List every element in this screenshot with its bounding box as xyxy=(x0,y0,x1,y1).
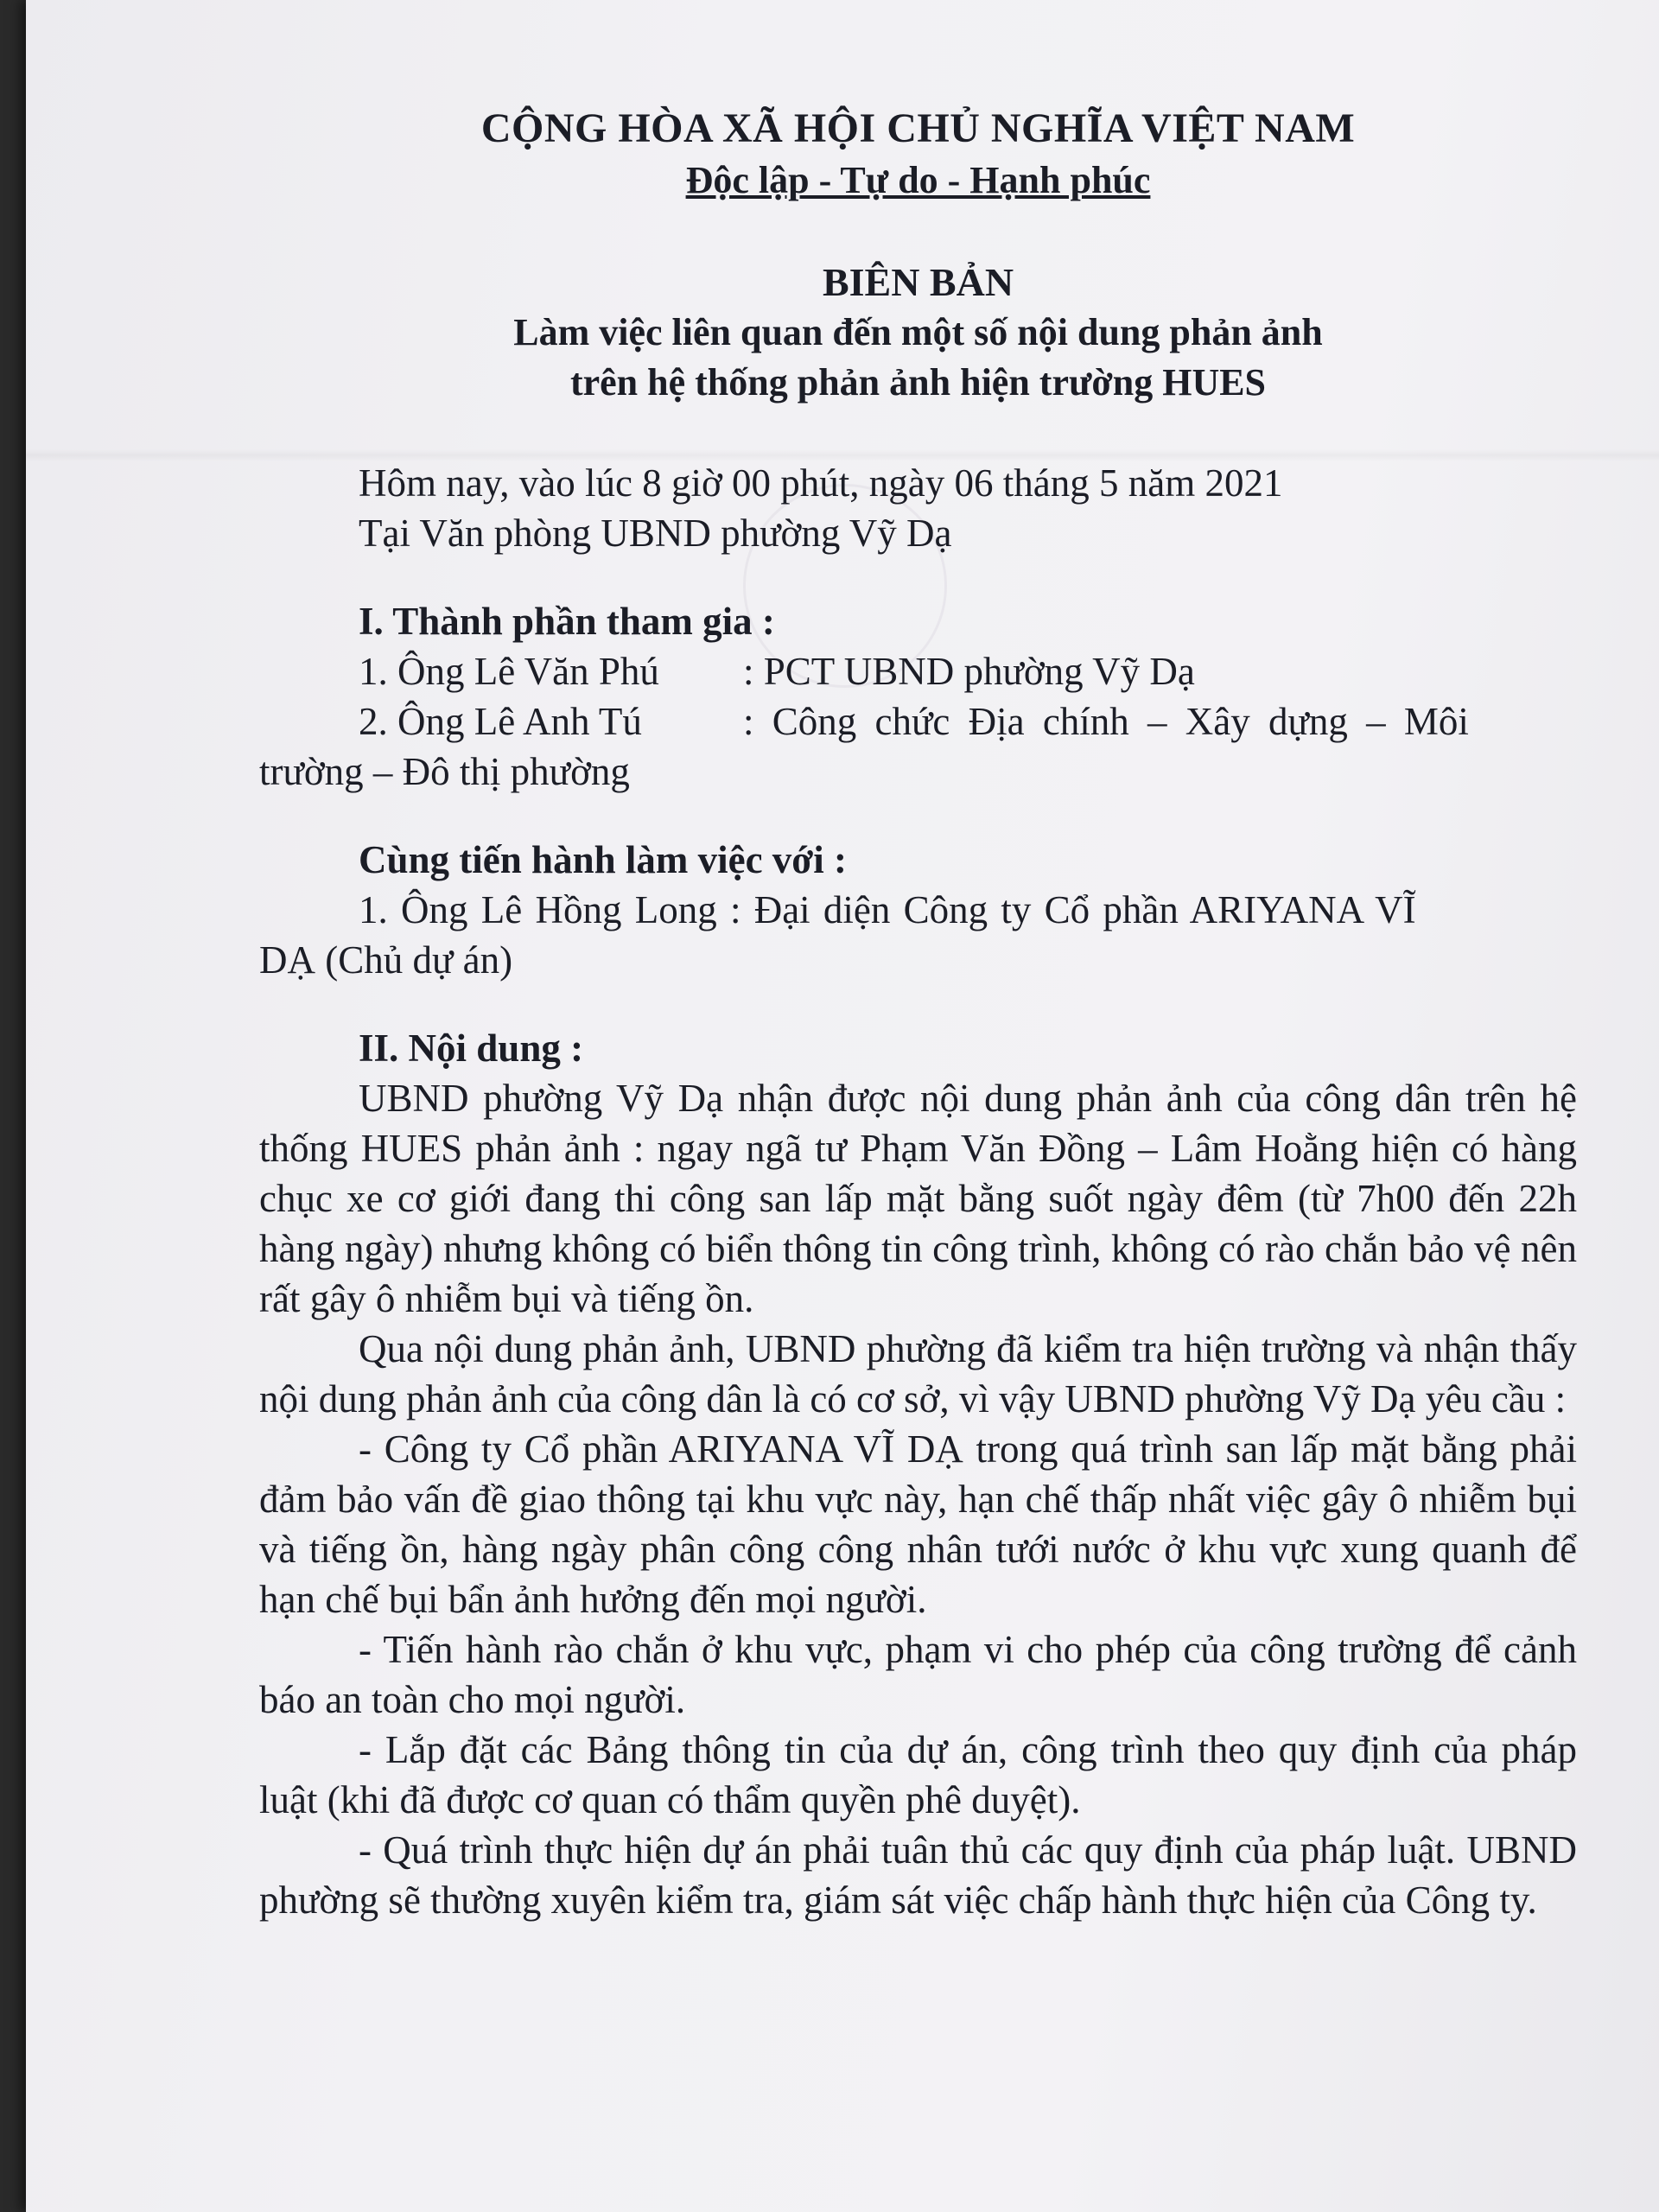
document-subtitle-line1: Làm việc liên quan đến một số nội dung phản ảnh xyxy=(513,311,1323,353)
counterpart-line1: 1. Ông Lê Hồng Long : Đại diện Công ty Cổ phần ARIYANA VĨ xyxy=(359,888,1416,931)
content-heading: II. Nội dung : xyxy=(359,1027,584,1070)
participant-row xyxy=(259,646,1577,696)
document-title: BIÊN BẢN xyxy=(822,260,1014,304)
participants-heading: I. Thành phần tham gia : xyxy=(359,600,775,643)
national-motto: Độc lập - Tự do - Hạnh phúc xyxy=(685,159,1151,201)
requirement-item: - Lắp đặt các Bảng thông tin của dự án, công trình theo quy định của pháp luật (khi đã được cơ quan có thẩm quyền phê duyệt). xyxy=(259,1728,1577,1821)
participant-role-continued: trường – Đô thị phường xyxy=(259,750,630,793)
requirement-item: - Quá trình thực hiện dự án phải tuân thủ các quy định của pháp luật. UBND phường sẽ thường xuyên kiểm tra, giám sát việc chấp hành thực hiện của Công ty. xyxy=(259,1828,1577,1922)
counterpart-line2: DẠ (Chủ dự án) xyxy=(259,938,513,982)
participant-name: 2. Ông Lê Anh Tú xyxy=(359,700,642,743)
participant-row xyxy=(259,696,1577,747)
requirement-item: - Công ty Cổ phần ARIYANA VĨ DẠ trong quá trình san lấp mặt bằng phải đảm bảo vấn đề giao thông tại khu vực này, hạn chế thấp nhất việc gây ô nhiễm bụi và tiếng ồn, hàng ngày phân công công nhân tưới nước ở khu vực xung quanh để hạn chế bụi bẩn ảnh hưởng đến mọi người. xyxy=(259,1427,1577,1621)
participant-role: : Công chức Địa chính – Xây dựng – Môi xyxy=(743,700,1469,743)
participant-name: 1. Ông Lê Văn Phú xyxy=(359,650,659,693)
content-paragraph: Qua nội dung phản ảnh, UBND phường đã kiểm tra hiện trường và nhận thấy nội dung phản ảnh của công dân là có cơ sở, vì vậy UBND phường Vỹ Dạ yêu cầu : xyxy=(259,1327,1577,1421)
document-body xyxy=(259,104,1577,1925)
document-subtitle-line2: trên hệ thống phản ảnh hiện trường HUES xyxy=(569,361,1267,404)
counterpart-heading: Cùng tiến hành làm việc với : xyxy=(359,838,847,881)
national-title: CỘNG HÒA XÃ HỘI CHỦ NGHĨA VIỆT NAM xyxy=(480,105,1356,151)
participant-role: : PCT UBND phường Vỹ Dạ xyxy=(743,650,1195,693)
content-paragraph: UBND phường Vỹ Dạ nhận được nội dung phản ảnh của công dân trên hệ thống HUES phản ảnh : ngay ngã tư Phạm Văn Đồng – Lâm Hoằng hiện có hàng chục xe cơ giới đang thi công san lấp mặt bằng suốt ngày đêm (từ 7h00 đến 22h hàng ngày) nhưng không có biển thông tin công trình, không có rào chắn bảo vệ nên rất gây ô nhiễm bụi và tiếng ồn. xyxy=(259,1077,1577,1320)
document-page xyxy=(26,0,1659,2212)
meeting-time: Hôm nay, vào lúc 8 giờ 00 phút, ngày 06 tháng 5 năm 2021 xyxy=(359,461,1283,505)
meeting-place: Tại Văn phòng UBND phường Vỹ Dạ xyxy=(359,512,952,555)
requirement-item: - Tiến hành rào chắn ở khu vực, phạm vi cho phép của công trường để cảnh báo an toàn cho mọi người. xyxy=(259,1628,1577,1721)
